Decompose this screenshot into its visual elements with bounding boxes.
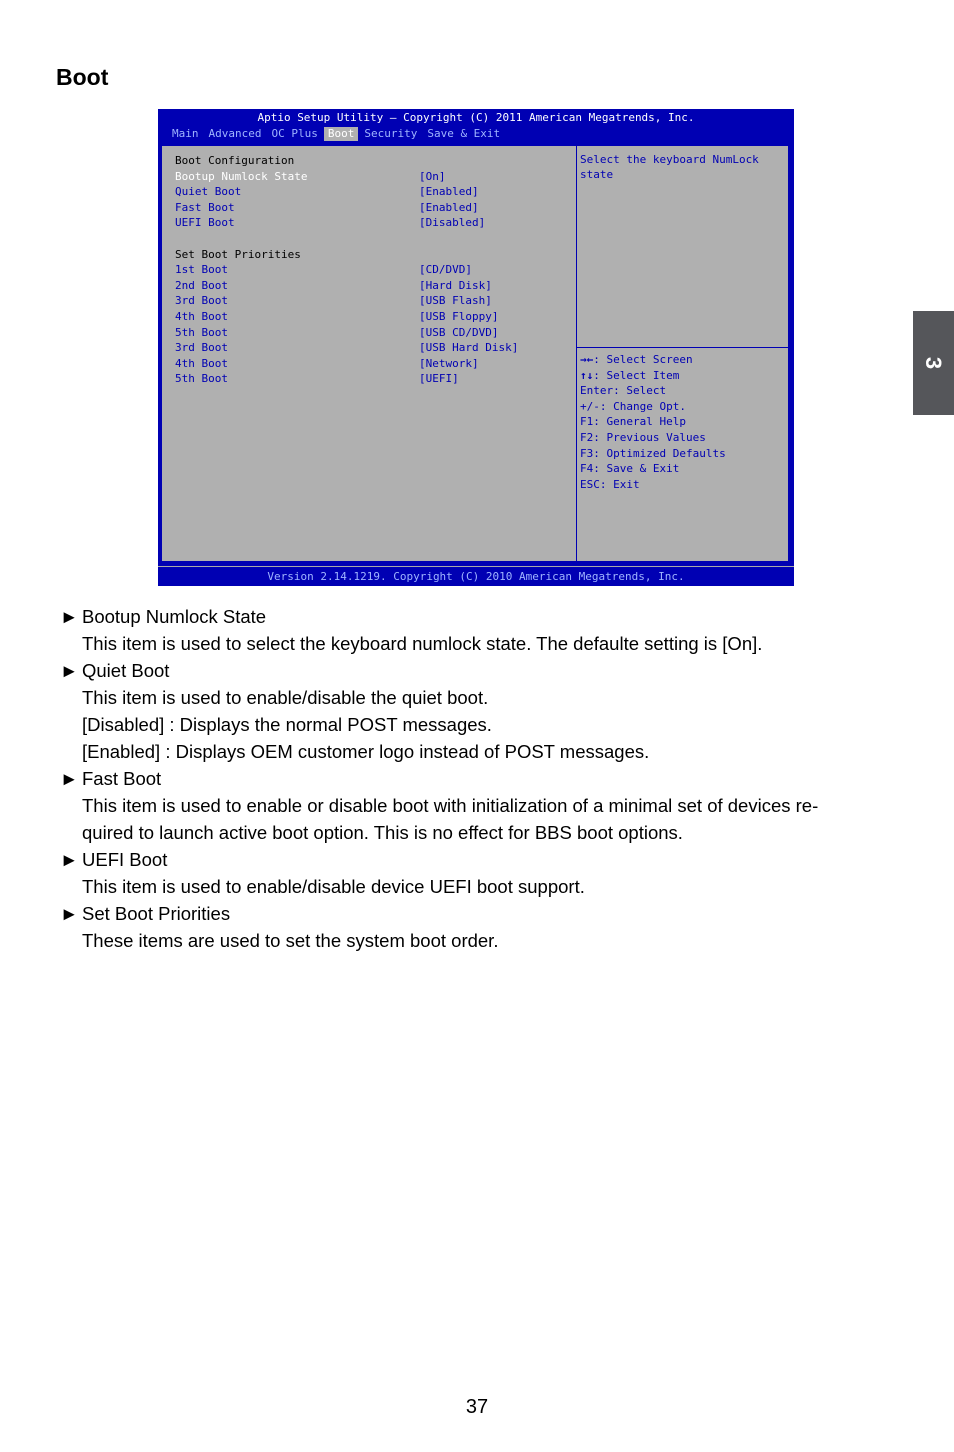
description-text-content: These items are used to set the system boot order. — [82, 930, 499, 951]
bios-setting-label: Set Boot Priorities — [175, 247, 301, 261]
bios-divider-vertical — [576, 146, 577, 561]
bios-header — [158, 109, 794, 142]
up-down-arrows-icon: ↑↓ — [580, 368, 594, 382]
bios-setting-label: 4th Boot — [175, 356, 228, 370]
bios-setting-label: Fast Boot — [175, 200, 235, 214]
bios-setting-label: 3rd Boot — [175, 341, 228, 355]
bios-key-hint — [580, 430, 785, 446]
description-text — [82, 819, 683, 846]
bios-setting-value[interactable]: [On] — [419, 169, 446, 183]
bios-key-hint — [580, 399, 785, 415]
bios-setting-value[interactable]: [Hard Disk] — [419, 278, 492, 292]
chapter-tab — [913, 311, 954, 415]
bios-key-hint — [580, 461, 785, 477]
bios-setting-value[interactable]: [CD/DVD] — [419, 263, 472, 277]
bios-footer: Version 2.14.1219. Copyright (C) 2010 American Megatrends, Inc. — [158, 567, 794, 586]
description-item-heading — [60, 603, 266, 630]
bios-tab-boot[interactable]: Boot — [324, 127, 359, 141]
description-text-content: [Enabled] : Displays OEM customer logo instead of POST messages. — [82, 741, 650, 762]
bios-key-hint-text: F1: General Help — [580, 415, 686, 429]
description-text — [82, 711, 492, 738]
bios-setting-value[interactable]: [USB Flash] — [419, 294, 492, 308]
triangle-bullet-icon: ► — [60, 849, 79, 870]
description-text-content: This item is used to enable/disable the quiet boot. — [82, 687, 489, 708]
bios-key-hint-text: F4: Save & Exit — [580, 462, 680, 476]
bios-key-hint — [580, 446, 785, 462]
bios-screenshot — [158, 109, 794, 586]
description-text — [82, 738, 649, 765]
description-item-label: Bootup Numlock State — [82, 606, 267, 627]
description-item-heading — [60, 846, 167, 873]
description-item-heading — [60, 657, 169, 684]
bios-key-hint — [580, 368, 785, 384]
bios-setting-value[interactable]: [USB Floppy] — [419, 310, 499, 323]
description-text-content: [Disabled] : Displays the normal POST messages. — [82, 714, 492, 735]
bios-key-hint — [580, 477, 785, 493]
bios-body — [158, 142, 794, 566]
left-right-arrows-icon: →← — [580, 353, 594, 366]
bios-setting-label: 3rd Boot — [175, 294, 228, 308]
bios-setting-label: Bootup Numlock State — [175, 169, 308, 183]
bios-key-hint-text: F3: Optimized Defaults — [580, 446, 726, 460]
bios-setting-value[interactable]: [USB Hard Disk] — [419, 341, 519, 355]
triangle-bullet-icon: ► — [60, 606, 79, 627]
bios-key-hint — [580, 383, 785, 399]
bios-key-legend — [580, 352, 785, 492]
description-item-label: Fast Boot — [82, 768, 162, 789]
description-item-heading — [60, 765, 161, 792]
bios-setting-label: Boot Configuration — [175, 154, 295, 167]
bios-tab-save-exit[interactable]: Save & Exit — [427, 127, 501, 140]
bios-tab-advanced[interactable]: Advanced — [208, 127, 262, 140]
bios-title: Aptio Setup Utility – Copyright (C) 2011 American Megatrends, Inc. — [257, 111, 695, 124]
triangle-bullet-icon: ► — [60, 768, 79, 789]
bios-divider-horizontal — [577, 347, 788, 348]
description-item-label: UEFI Boot — [82, 849, 168, 870]
bios-setting-value[interactable]: [USB CD/DVD] — [419, 325, 499, 339]
description-text-content: This item is used to select the keyboard numlock state. The defaulte setting is [On]. — [82, 633, 763, 654]
bios-key-hint — [580, 352, 785, 368]
description-text — [82, 927, 498, 954]
bios-panel — [161, 145, 789, 562]
bios-key-hint-text: : Select Item — [593, 368, 680, 382]
description-item-label: Quiet Boot — [82, 660, 170, 681]
bios-setting-label: 5th Boot — [175, 372, 228, 386]
bios-tab-oc-plus[interactable]: OC Plus — [271, 127, 318, 140]
bios-tab-main[interactable]: Main — [172, 127, 199, 140]
description-text — [82, 792, 818, 819]
bios-key-hint-text: ESC: Exit — [580, 477, 640, 491]
bios-setting-label: Quiet Boot — [175, 185, 242, 199]
bios-setting-value[interactable]: [UEFI] — [419, 372, 459, 386]
bios-setting-label: 4th Boot — [175, 310, 228, 323]
bios-tab-security[interactable]: Security — [364, 127, 418, 140]
bios-setting-label: 1st Boot — [175, 263, 228, 277]
description-text — [82, 630, 762, 657]
chapter-number: 3 — [921, 356, 947, 370]
bios-setting-value[interactable]: [Enabled] — [419, 200, 479, 214]
bios-help-text: Select the keyboard NumLock state — [580, 153, 759, 181]
description-text — [82, 684, 488, 711]
triangle-bullet-icon: ► — [60, 660, 79, 681]
bios-key-hint — [580, 414, 785, 430]
bios-key-hint-text: F2: Previous Values — [580, 430, 706, 444]
bios-key-hint-text: Enter: Select — [580, 384, 667, 398]
bios-setting-value[interactable]: [Enabled] — [419, 185, 479, 199]
description-text-content: quired to launch active boot option. This is no effect for BBS boot options. — [82, 822, 683, 843]
bios-tab-bar — [168, 127, 506, 141]
bios-setting-value[interactable]: [Network] — [419, 356, 479, 370]
description-item-label: Set Boot Priorities — [82, 903, 231, 924]
triangle-bullet-icon: ► — [60, 903, 79, 924]
bios-key-hint-text: : Select Screen — [593, 353, 693, 366]
description-item-heading — [60, 900, 230, 927]
page-number: 37 — [465, 1396, 489, 1418]
bios-setting-label: 5th Boot — [175, 325, 228, 339]
description-text-content: This item is used to enable/disable device UEFI boot support. — [82, 876, 585, 897]
bios-setting-label: 2nd Boot — [175, 278, 228, 292]
bios-setting-label: UEFI Boot — [175, 216, 235, 230]
description-text-content: This item is used to enable or disable boot with initialization of a minimal set of devices re- — [82, 795, 819, 816]
description-text — [82, 873, 585, 900]
bios-key-hint-text: +/-: Change Opt. — [580, 399, 686, 413]
bios-setting-value[interactable]: [Disabled] — [419, 216, 486, 230]
section-title: Boot — [56, 64, 109, 90]
